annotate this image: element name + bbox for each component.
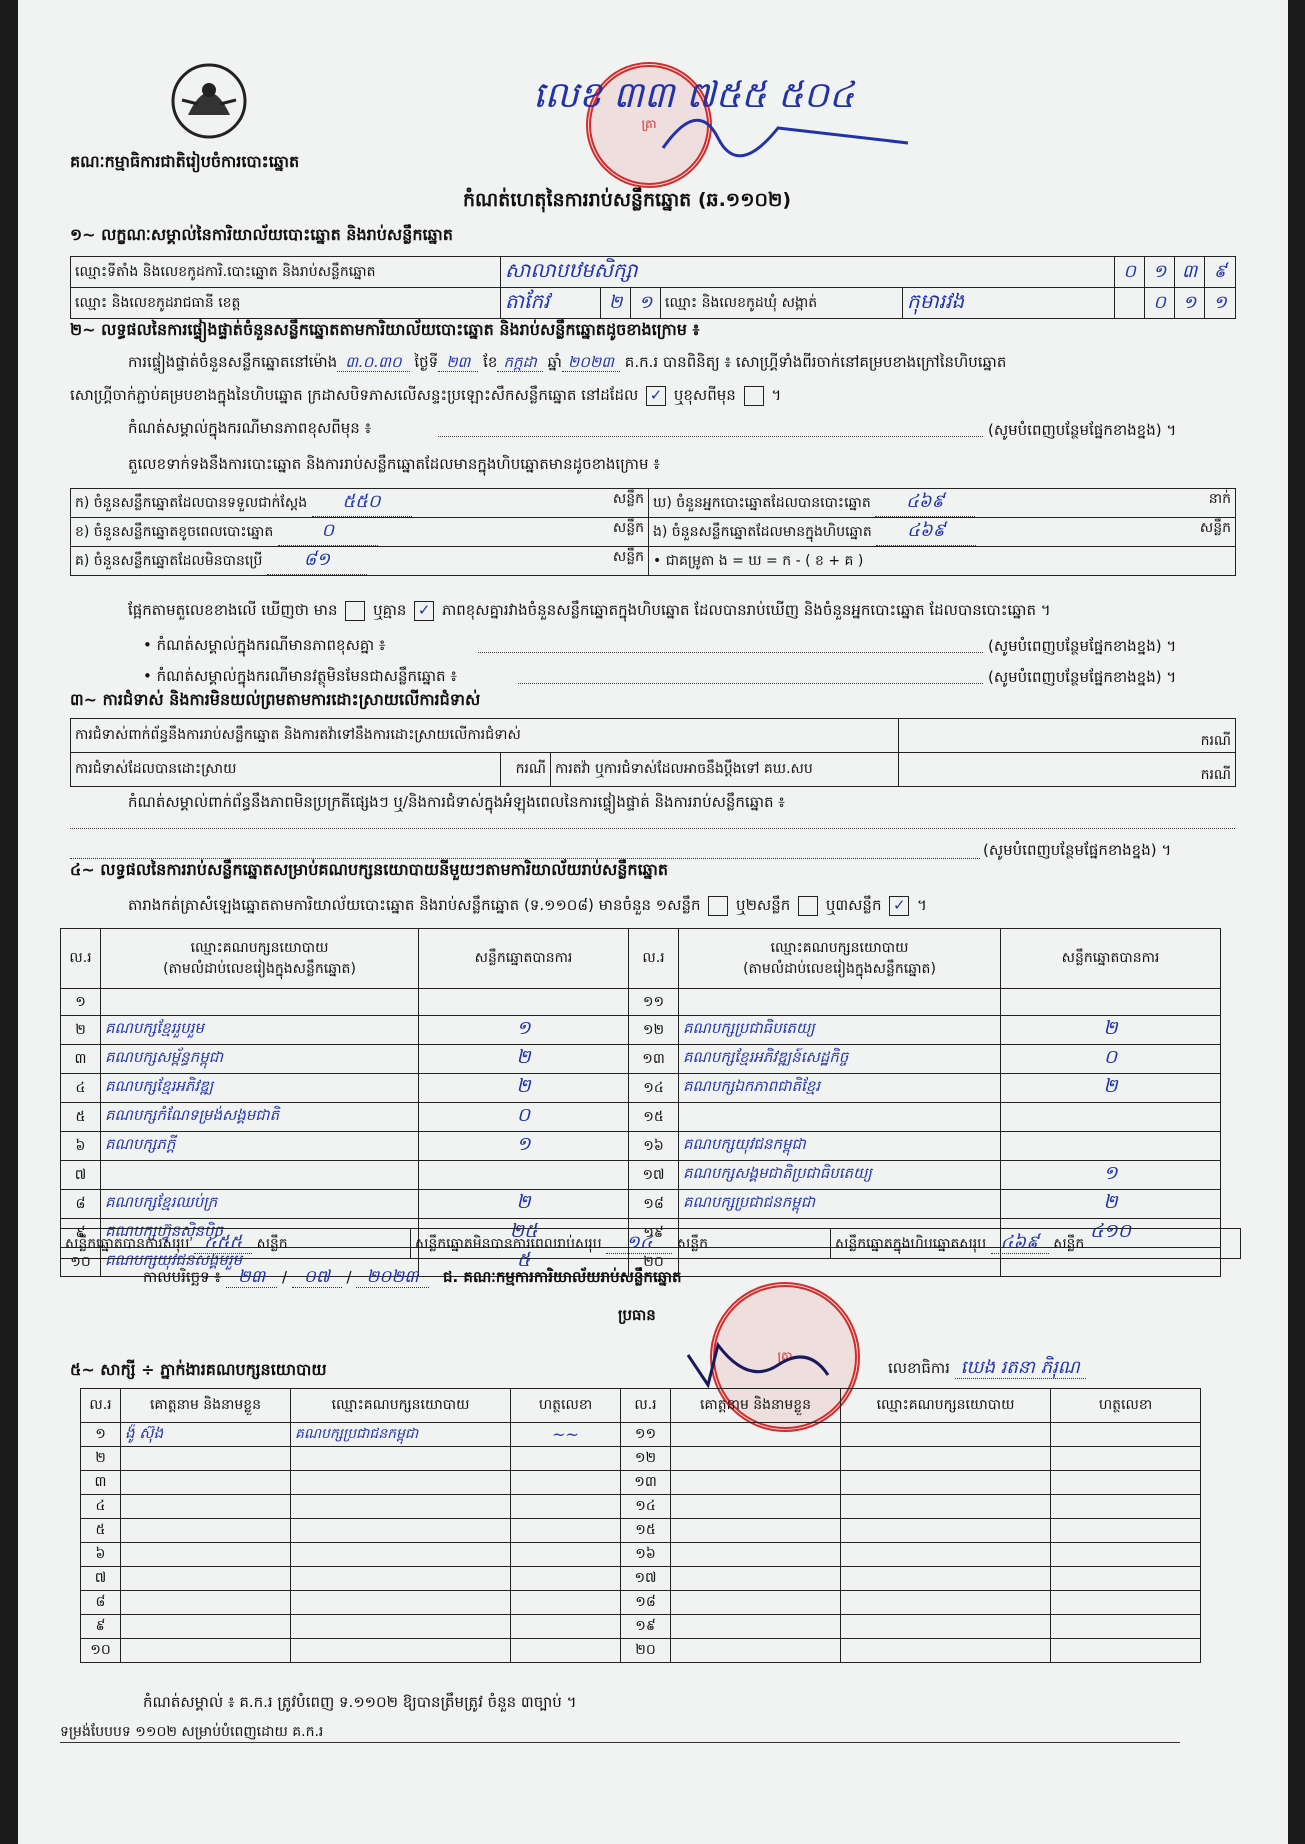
witness-right-no: ១១ <box>621 1423 671 1447</box>
results-left-no: ៣ <box>61 1045 101 1074</box>
results-col-votes-left: សន្លឹកឆ្នោតបានការ <box>419 929 629 989</box>
date-year: ២០២៣ <box>356 1267 428 1288</box>
form-title: កំណត់ហេតុនៃការរាប់សន្លឹកឆ្នោត (ឆ.១១០២) <box>463 189 792 211</box>
two-sheet-checkbox[interactable] <box>798 896 818 916</box>
results-right-party: គណបក្សប្រជាធិបតេយ្យ <box>679 1016 1001 1045</box>
witness-left-sign <box>511 1615 621 1639</box>
witness-right-no: ១៩ <box>621 1615 671 1639</box>
witness-left-party <box>291 1639 511 1663</box>
results-left-party: គណបក្សខ្មែរឈប់ក្រ <box>101 1190 419 1219</box>
secretary-line: លេខាធិការ ឃេង រតនា ភិរុណ <box>888 1358 1086 1378</box>
witness-row <box>81 1519 1201 1543</box>
results-col-no-right: ល.រ <box>629 929 679 989</box>
witness-left-sign <box>511 1447 621 1471</box>
results-left-votes <box>419 1161 629 1190</box>
results-left-no: ៦ <box>61 1132 101 1161</box>
discrepancy-line: ផ្អែកតាមតួលេខខាងលើ ឃើញថា មាន ឬគ្មាន ✓ ភាពខុសគ្នារវាងចំនួនសន្លឹកឆ្នោតក្នុងហិបឆ្នោត ដែលបានរាប់ឃើញ និងចំនួនអ្នកបោះឆ្នោត ដែលបានបោះឆ្នោត ។ <box>128 600 1051 619</box>
results-row <box>61 1190 1221 1219</box>
section3-heading: ៣~ ការជំទាស់ និងការមិនយល់ព្រមតាមការដោះស្រាយលើការជំទាស់ <box>70 690 481 709</box>
commune-code-digit-3: ១ <box>1205 288 1236 319</box>
note-changed-hint: (សូមបំពេញបន្ថែមផ្នែកខាងខ្នង) ។ <box>988 421 1177 439</box>
appeal-complaints-label: ការតវ៉ា ឬការជំទាស់ដែលអាចនឹងប្តឹងទៅ គឃ.សប <box>551 753 899 787</box>
witness-left-no: ៩ <box>81 1615 121 1639</box>
witness-row <box>81 1615 1201 1639</box>
witness-left-sign <box>511 1519 621 1543</box>
witness-right-sign <box>1051 1567 1201 1591</box>
witness-right-sign <box>1051 1447 1201 1471</box>
results-right-no: ១៥ <box>629 1103 679 1132</box>
figure-e-value: ៤៦៩ <box>876 518 976 546</box>
results-left-no: ២ <box>61 1016 101 1045</box>
witness-right-no: ១៦ <box>621 1543 671 1567</box>
complaints-row1-case: ករណី <box>899 719 1236 753</box>
results-row <box>61 1103 1221 1132</box>
witness-left-party: គណបក្សប្រជាជនកម្ពុជា <box>291 1423 511 1447</box>
results-left-party <box>101 989 419 1016</box>
witness-right-no: ១៥ <box>621 1519 671 1543</box>
witness-right-sign <box>1051 1471 1201 1495</box>
witness-left-party <box>291 1471 511 1495</box>
section2-heading: ២~ លទ្ធផលនៃការផ្ទៀងផ្ទាត់ចំនួនសន្លឹកឆ្នោតតាមការិយាល័យបោះឆ្នោត និងរាប់សន្លឹកឆ្នោតដូចខាងក្រោម ៖ <box>70 320 700 339</box>
results-right-no: ១៨ <box>629 1190 679 1219</box>
total-box-cell: សន្លឹកឆ្នោតក្នុងហិបឆ្នោតសរុប ៤៦៩ សន្លឹក <box>831 1229 1241 1259</box>
appeal-complaints-case: ករណី <box>899 753 1236 787</box>
witness-left-sign <box>511 1471 621 1495</box>
results-right-votes: ០ <box>1001 1045 1221 1074</box>
resolved-complaints-case: ករណី <box>501 753 551 787</box>
witness-right-party <box>841 1423 1051 1447</box>
witness-left-name <box>121 1471 291 1495</box>
witness-left-party <box>291 1447 511 1471</box>
witness-left-party <box>291 1615 511 1639</box>
results-right-no: ១៩ <box>629 1219 679 1248</box>
witness-right-name <box>671 1543 841 1567</box>
results-right-no: ១៧ <box>629 1161 679 1190</box>
section1-table <box>70 256 1236 319</box>
witness-left-party <box>291 1519 511 1543</box>
witness-right-party <box>841 1471 1051 1495</box>
witness-right-no: ១២ <box>621 1447 671 1471</box>
witness-left-name <box>121 1495 291 1519</box>
witness-left-sign <box>511 1639 621 1663</box>
witness-left-no: ៧ <box>81 1567 121 1591</box>
witness-left-name: ង៉ូ ស៊ុង <box>121 1423 291 1447</box>
province-label: ឈ្មោះ និងលេខកូដរាជធានី ខេត្ត <box>71 288 501 319</box>
note-discrepancy-label: • កំណត់សម្គាល់ក្នុងករណីមានភាពខុសគ្នា ៖ <box>143 636 386 654</box>
results-right-votes: ៤១០ <box>1001 1219 1221 1248</box>
figure-c-cell: គ) ចំនួនសន្លឹកឆ្នោតដែលមិនបានប្រើ ៨១ សន្លឹក <box>71 547 649 576</box>
results-left-votes: ១ <box>419 1132 629 1161</box>
witness-right-party <box>841 1567 1051 1591</box>
top-official-seal: ត្រា <box>586 62 712 188</box>
witness-left-no: ៥ <box>81 1519 121 1543</box>
witness-right-name <box>671 1447 841 1471</box>
note-foreign-object-label: • កំណត់សម្គាល់ក្នុងករណីមានវត្ថុមិនមែនជាសន្លឹកឆ្នោត ៖ <box>143 667 457 685</box>
witness-col-name-left: គោត្តនាម និងនាមខ្លួន <box>121 1389 291 1423</box>
results-right-party: គណបក្សប្រជាជនកម្ពុជា <box>679 1190 1001 1219</box>
commune-code-spacer <box>1115 288 1145 319</box>
witness-right-name <box>671 1495 841 1519</box>
results-right-votes <box>1001 1103 1221 1132</box>
commune-label: ឈ្មោះ និងលេខកូដឃុំ សង្កាត់ <box>661 288 903 319</box>
figure-a-cell: ក) ចំនួនសន្លឹកឆ្នោតដែលបានទទួលជាក់ស្តែង ៥៥០ សន្លឹក <box>71 489 649 518</box>
results-left-party: គណបក្សខ្មែរអភិវឌ្ឍ <box>101 1074 419 1103</box>
witness-left-sign: ~~ <box>511 1423 621 1447</box>
province-code-digit-1: ២ <box>601 288 631 319</box>
witness-left-party <box>291 1543 511 1567</box>
witness-right-name <box>671 1567 841 1591</box>
station-code-digit-2: ១ <box>1145 257 1175 288</box>
results-left-party: គណបក្សកំណែទម្រង់សង្គមជាតិ <box>101 1103 419 1132</box>
witness-right-party <box>841 1639 1051 1663</box>
results-left-no: ៨ <box>61 1190 101 1219</box>
three-sheet-checkbox[interactable]: ✓ <box>889 896 909 916</box>
emblem-logo <box>168 60 250 142</box>
province-code-digit-2: ១ <box>631 288 661 319</box>
witness-right-no: ១៧ <box>621 1567 671 1591</box>
witness-row <box>81 1423 1201 1447</box>
verification-line-1: ការផ្ទៀងផ្ទាត់ចំនួនសន្លឹកឆ្នោតនៅម៉ោង ៣.០.៣០ ថ្ងៃទី ២៣ ខែ កក្កដា ឆ្នាំ ២០២៣ គ.ក.រ បានពិនិត្យ ៖ សោហ្គ្រីទាំងពីរចាក់នៅគម្របខាងក្រៅនៃហិបឆ្នោត <box>128 353 1007 371</box>
witness-left-name <box>121 1519 291 1543</box>
witness-col-sign-left: ហត្ថលេខា <box>511 1389 621 1423</box>
witness-left-no: ១ <box>81 1423 121 1447</box>
secretary-signature: ឃេង រតនា ភិរុណ <box>955 1357 1086 1379</box>
date-day: ២៣ <box>226 1267 277 1288</box>
witness-right-no: ១៣ <box>621 1471 671 1495</box>
witness-col-no-left: ល.រ <box>81 1389 121 1423</box>
total-invalid-value: ១៤ <box>606 1232 672 1254</box>
results-left-party: គណបក្សភក្តី <box>101 1132 419 1161</box>
witness-row <box>81 1591 1201 1615</box>
no-discrepancy-checkbox[interactable]: ✓ <box>414 601 434 621</box>
results-right-no: ១១ <box>629 989 679 1016</box>
results-right-no: ២០ <box>629 1248 679 1277</box>
witness-right-name <box>671 1615 841 1639</box>
note-discrepancy-hint: (សូមបំពេញបន្ថែមផ្នែកខាងខ្នង) ។ <box>988 637 1177 655</box>
verification-line-2: សោហ្គ្រីចាក់ភ្ជាប់គម្របខាងក្នុងនៃហិបឆ្នោត ក្រដាសបិទភាសលើសន្ទះប្រឡោះសឹកសន្លឹកឆ្នោត នៅដដែល ✓ ឬខុសពីមុន ។ <box>70 385 782 404</box>
results-left-no: ១០ <box>61 1248 101 1277</box>
witness-right-sign <box>1051 1519 1201 1543</box>
complaints-row1-label: ការជំទាស់ពាក់ព័ន្ធនឹងការរាប់សន្លឹកឆ្នោត និងការតវ៉ាទៅនឹងការដោះស្រាយលើការជំទាស់ <box>71 719 899 753</box>
results-right-votes: ២ <box>1001 1016 1221 1045</box>
witness-row <box>81 1543 1201 1567</box>
top-signature-stroke <box>658 108 918 168</box>
witness-right-name <box>671 1423 841 1447</box>
note-changed-line <box>438 436 983 437</box>
witness-right-no: ២០ <box>621 1639 671 1663</box>
figure-d-value: ៤៦៩ <box>875 489 975 517</box>
note-foreign-object-hint: (សូមបំពេញបន្ថែមផ្នែកខាងខ្នង) ។ <box>988 668 1177 686</box>
witness-left-sign <box>511 1567 621 1591</box>
results-totals-table <box>60 1228 1241 1259</box>
witness-right-name <box>671 1519 841 1543</box>
irregularities-line <box>70 828 1235 829</box>
results-col-no-left: ល.រ <box>61 929 101 989</box>
one-sheet-checkbox[interactable] <box>708 896 728 916</box>
irregularities-line-2 <box>70 858 980 859</box>
results-right-party <box>679 989 1001 1016</box>
figures-intro: តួលេខទាក់ទងនឹងការបោះឆ្នោត និងការរាប់សន្លឹកឆ្នោតដែលមានក្នុងហិបឆ្នោតមានដូចខាងក្រោម ៖ <box>128 455 660 473</box>
section1-heading: ១~ លក្ខណៈសម្គាល់នៃការិយាល័យបោះឆ្នោត និងរាប់សន្លឹកឆ្នោត <box>70 225 453 244</box>
vote-figures-table <box>70 488 1236 576</box>
formula: • ជាគម្រូតា ង = ឃ = ក - ( ខ + គ ) <box>649 547 1236 576</box>
witness-left-party <box>291 1495 511 1519</box>
witness-right-sign <box>1051 1495 1201 1519</box>
witness-col-name-right: គោត្តនាម និងនាមខ្លួន <box>671 1389 841 1423</box>
results-right-votes <box>1001 1132 1221 1161</box>
witness-right-party <box>841 1519 1051 1543</box>
results-left-votes: ២ <box>419 1190 629 1219</box>
witness-left-name <box>121 1615 291 1639</box>
form-sheet <box>18 0 1288 1844</box>
results-right-votes: ២ <box>1001 1190 1221 1219</box>
station-code-digit-3: ៣ <box>1175 257 1205 288</box>
committee-name: គណៈកម្មាធិការជាតិរៀបចំការបោះឆ្នោត <box>70 152 300 171</box>
witness-right-sign <box>1051 1615 1201 1639</box>
witness-table <box>80 1388 1201 1663</box>
witness-right-party <box>841 1615 1051 1639</box>
results-left-votes: ៥ <box>419 1248 629 1277</box>
results-left-votes: ២៥ <box>419 1219 629 1248</box>
figure-b-cell: ខ) ចំនួនសន្លឹកឆ្នោតខូចពេលបោះឆ្នោត ០ សន្លឹក <box>71 518 649 547</box>
results-left-party <box>101 1161 419 1190</box>
results-left-party: គណបក្សសម្ព័ន្ធកម្ពុជា <box>101 1045 419 1074</box>
witness-right-sign <box>1051 1543 1201 1567</box>
results-right-no: ១៦ <box>629 1132 679 1161</box>
witness-left-name <box>121 1447 291 1471</box>
total-invalid-cell: សន្លឹកឆ្នោតមិនបានការពេលរាប់សរុប ១៤ សន្លឹក <box>411 1229 831 1259</box>
has-discrepancy-checkbox[interactable] <box>345 601 365 621</box>
section4-heading: ៤~ លទ្ធផលនៃការរាប់សន្លឹកឆ្នោតសម្រាប់គណបក្សនយោបាយនីមួយៗតាមការិយាល័យរាប់សន្លឹកឆ្នោត <box>70 860 669 879</box>
witness-col-party-left: ឈ្មោះគណបក្សនយោបាយ <box>291 1389 511 1423</box>
results-left-no: ៧ <box>61 1161 101 1190</box>
results-left-no: ៩ <box>61 1219 101 1248</box>
results-left-votes: ២ <box>419 1045 629 1074</box>
witness-left-no: ៤ <box>81 1495 121 1519</box>
results-right-party <box>679 1103 1001 1132</box>
witness-left-name <box>121 1591 291 1615</box>
witness-row <box>81 1567 1201 1591</box>
results-right-votes: ១ <box>1001 1161 1221 1190</box>
witness-right-sign <box>1051 1423 1201 1447</box>
witness-right-name <box>671 1471 841 1495</box>
witness-left-no: ៣ <box>81 1471 121 1495</box>
tally-sheet-line: តារាងកត់ត្រាសំឡេងឆ្នោតតាមការិយាល័យបោះឆ្នោត និងរាប់សន្លឹកឆ្នោត (ទ.១១០៨) មានចំនួន ១សន្លឹក ឬ២សន្លឹក ឬ៣សន្លឹក ✓ ។ <box>128 895 927 914</box>
witness-left-no: ៦ <box>81 1543 121 1567</box>
witness-left-sign <box>511 1495 621 1519</box>
witness-right-name <box>671 1591 841 1615</box>
results-row <box>61 989 1221 1016</box>
results-left-party: គណបក្សហ៊្វុនស៊ិនប៉ិច <box>101 1219 419 1248</box>
chair-label: ប្រធាន <box>618 1306 656 1324</box>
figure-c-value: ៨១ <box>267 547 367 575</box>
station-code-digit-4: ៩ <box>1205 257 1236 288</box>
results-right-party: គណបក្សឯកភាពជាតិខ្មែរ <box>679 1074 1001 1103</box>
province-value: តាកែវ <box>501 288 601 319</box>
results-right-votes <box>1001 989 1221 1016</box>
party-results-table <box>60 928 1221 1277</box>
bottom-official-seal: ត្រា <box>710 1282 860 1432</box>
results-row <box>61 1016 1221 1045</box>
results-left-party: គណបក្សយុវជនសង្គមរួម <box>101 1248 419 1277</box>
witness-right-no: ១៤ <box>621 1495 671 1519</box>
commune-code-digit-1: ០ <box>1145 288 1175 319</box>
results-left-no: ១ <box>61 989 101 1016</box>
results-row <box>61 1045 1221 1074</box>
section5-heading: ៥~ សាក្សី ÷ ភ្នាក់ងារគណបក្សនយោបាយ <box>70 1360 327 1379</box>
results-col-party-left: ឈ្មោះគណបក្សនយោបាយ (តាមលំដាប់លេខរៀងក្នុងសន្លឹកឆ្នោត) <box>101 929 419 989</box>
results-row <box>61 1161 1221 1190</box>
witness-left-party <box>291 1567 511 1591</box>
results-right-votes: ២ <box>1001 1074 1221 1103</box>
witness-left-sign <box>511 1543 621 1567</box>
witness-col-no-right: ល.រ <box>621 1389 671 1423</box>
date-line: កាលបរិច្ឆេទ ៖ ២៣ / ០៧ / ២០២៣ ជ. គណៈកម្មការការិយាល័យរាប់សន្លឹកឆ្នោត <box>143 1267 682 1287</box>
witness-left-no: ២ <box>81 1447 121 1471</box>
witness-right-party <box>841 1495 1051 1519</box>
witness-row <box>81 1495 1201 1519</box>
results-left-no: ៤ <box>61 1074 101 1103</box>
resolved-complaints-label: ការជំទាស់ដែលបានដោះស្រាយ <box>71 753 501 787</box>
changed-checkbox[interactable] <box>744 386 764 406</box>
total-valid-cell: សន្លឹកឆ្នោតបានការសរុប ៤៥៥ សន្លឹក <box>61 1229 411 1259</box>
witness-row <box>81 1471 1201 1495</box>
footer-rule <box>60 1742 1180 1743</box>
witness-left-sign <box>511 1591 621 1615</box>
results-row <box>61 1132 1221 1161</box>
footnote: កំណត់សម្គាល់ ៖ គ.ក.រ ត្រូវបំពេញ ទ.១១០២ ឱ្យបានត្រឹមត្រូវ ចំនួន ៣ច្បាប់ ។ <box>143 1693 577 1711</box>
results-row <box>61 1074 1221 1103</box>
witness-left-no: ១០ <box>81 1639 121 1663</box>
station-code-digit-1: ០ <box>1115 257 1145 288</box>
witness-col-sign-right: ហត្ថលេខា <box>1051 1389 1201 1423</box>
irregularities-note: កំណត់សម្គាល់ពាក់ព័ន្ធនឹងភាពមិនប្រក្រតីផ្សេងៗ ឬ/និងការជំទាស់ក្នុងអំឡុងពេលនៃការផ្ទៀងផ្ទាត់ និងការរាប់សន្លឹកឆ្នោត ៖ <box>128 793 785 811</box>
results-right-no: ១៤ <box>629 1074 679 1103</box>
commune-code-digit-2: ១ <box>1175 288 1205 319</box>
top-handwritten-number: លេខ ៣៣ ៧៥៥ ៥០៤ <box>533 75 855 116</box>
witness-right-no: ១៨ <box>621 1591 671 1615</box>
witness-right-sign <box>1051 1591 1201 1615</box>
total-valid-value: ៤៥៥ <box>194 1232 252 1254</box>
polling-station-value: សាលាបឋមសិក្សា <box>501 257 1115 288</box>
results-right-no: ១៣ <box>629 1045 679 1074</box>
chair-signature <box>678 1335 838 1395</box>
date-month: ០៧ <box>292 1267 342 1288</box>
form-footer: ទម្រង់បែបបទ ១១០២ សម្រាប់បំពេញដោយ គ.ក.រ <box>60 1724 324 1740</box>
witness-right-party <box>841 1591 1051 1615</box>
witness-left-no: ៨ <box>81 1591 121 1615</box>
note-discrepancy-line <box>478 652 983 653</box>
witness-right-party <box>841 1447 1051 1471</box>
complaints-table <box>70 718 1236 787</box>
results-right-no: ១២ <box>629 1016 679 1045</box>
results-left-votes: ១ <box>419 1016 629 1045</box>
note-foreign-object-line <box>518 683 983 684</box>
witness-right-sign <box>1051 1639 1201 1663</box>
witness-col-party-right: ឈ្មោះគណបក្សនយោបាយ <box>841 1389 1051 1423</box>
figure-b-value: ០ <box>278 518 378 546</box>
witness-left-name <box>121 1639 291 1663</box>
witness-left-party <box>291 1591 511 1615</box>
results-left-no: ៥ <box>61 1103 101 1132</box>
results-left-votes <box>419 989 629 1016</box>
figure-a-value: ៥៥០ <box>312 489 412 517</box>
unchanged-checkbox[interactable]: ✓ <box>646 386 666 406</box>
results-left-votes: ០ <box>419 1103 629 1132</box>
witness-right-name <box>671 1639 841 1663</box>
results-right-party: គណបក្សយុវជនកម្ពុជា <box>679 1132 1001 1161</box>
witness-row <box>81 1447 1201 1471</box>
results-col-party-right: ឈ្មោះគណបក្សនយោបាយ (តាមលំដាប់លេខរៀងក្នុងសន្លឹកឆ្នោត) <box>679 929 1001 989</box>
figure-e-cell: ង) ចំនួនសន្លឹកឆ្នោតដែលមានក្នុងហិបឆ្នោត ៤៦៩ សន្លឹក <box>649 518 1236 547</box>
irregularities-hint: (សូមបំពេញបន្ថែមផ្នែកខាងខ្នង) ។ <box>983 841 1172 859</box>
witness-left-name <box>121 1567 291 1591</box>
figure-d-cell: ឃ) ចំនួនអ្នកបោះឆ្នោតដែលបានបោះឆ្នោត ៤៦៩ នាក់ <box>649 489 1236 518</box>
witness-right-party <box>841 1543 1051 1567</box>
results-left-party: គណបក្សខ្មែររួបរួម <box>101 1016 419 1045</box>
results-left-votes: ២ <box>419 1074 629 1103</box>
total-box-value: ៤៦៩ <box>991 1232 1049 1254</box>
note-changed-label: កំណត់សម្គាល់ក្នុងករណីមានភាពខុសពីមុន ៖ <box>128 419 372 437</box>
polling-station-label: ឈ្មោះទីតាំង និងលេខកូដការិ.បោះឆ្នោត និងរាប់សន្លឹកឆ្នោត <box>71 257 501 288</box>
results-right-party: គណបក្សខ្មែរអភិវឌ្ឍន៍សេដ្ឋកិច្ច <box>679 1045 1001 1074</box>
witness-left-name <box>121 1543 291 1567</box>
results-right-party: គណបក្សសង្គមជាតិប្រជាធិបតេយ្យ <box>679 1161 1001 1190</box>
results-col-votes-right: សន្លឹកឆ្នោតបានការ <box>1001 929 1221 989</box>
witness-row <box>81 1639 1201 1663</box>
commune-value: កុមារវង <box>903 288 1115 319</box>
